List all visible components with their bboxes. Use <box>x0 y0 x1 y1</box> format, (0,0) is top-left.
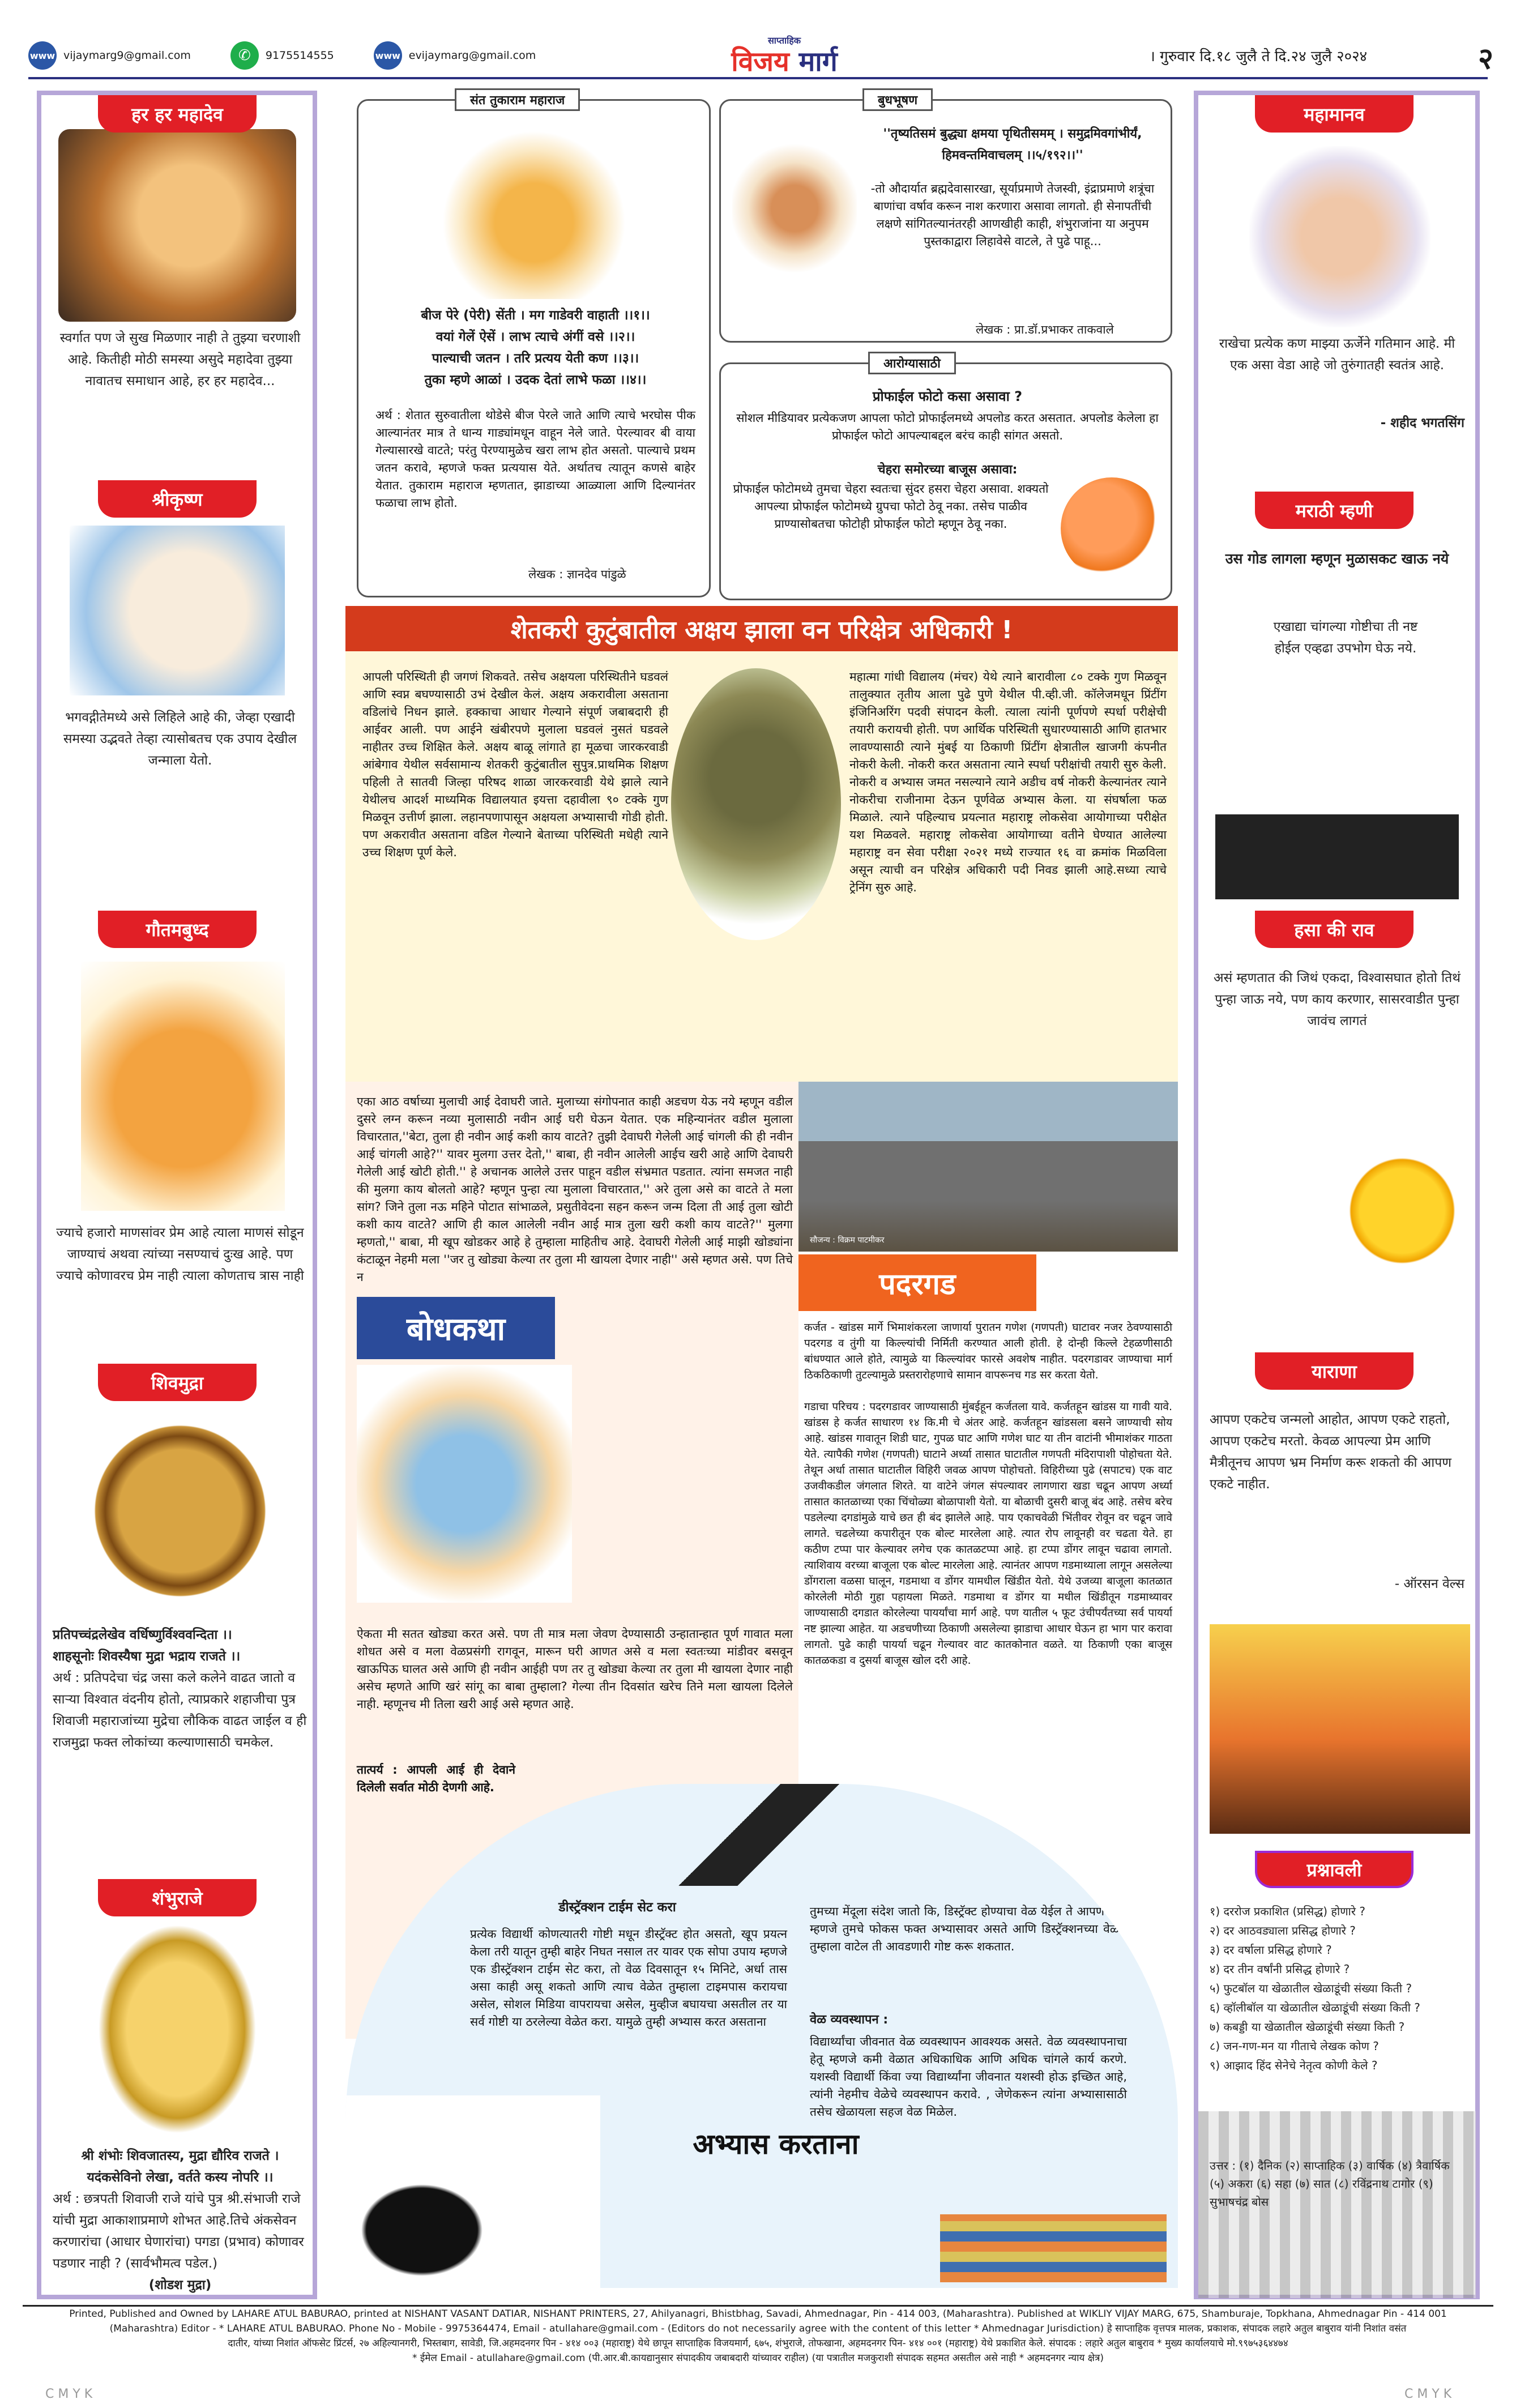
bodhkatha-para-2: ऐकता मी सतत खोड्या करत असे. पण ती मात्र मला जेवण देण्यासाठी उन्हातान्हात पूर्ण गावात मला शोधत असे व मला वेळप्रसंगी रागवून, मारून घरी आणत असे व मला स्वतःच्या मांडीवर बसवून खाऊपिऊ घालत असे आणि ही नवीन आईही पण तर तु खोड्या केल्या तर तुला मी खायला देणार नाही असेच म्हणते आणि खरं सांगू का बाबा तुम्हाला? गेल्या तीन दिवसांत खरेच तिने मला खायला दिलेले नाही. म्हणूनच मी तिला खरी आई असे म्हणत आहे. <box>357 1627 793 1711</box>
akshay-headline: शेतकरी कुटुंबातील अक्षय झाला वन परिक्षेत्र अधिकारी ! <box>345 606 1178 651</box>
budhbhushan-box <box>719 93 1172 343</box>
cmyk-marks-left: C M Y K <box>45 2387 93 2401</box>
imprint-line-2: (Maharashtra) Editor - * LAHARE ATUL BABURAO. Phone No - Mobile - 9975364474, Email - atullahare@gmail.com - (Editors do not necessarily agree with the content of this letter * Ahmednagar Jurisdiction) हे साप्ताहिक वृत्तपत्र मालक, प्रकाशक, संपादक लहारे अतुल बाबुराव यांनी निशांत वसंत <box>109 2323 1407 2334</box>
laughing-emoji-image <box>1340 1149 1464 1273</box>
bodhkatha-title: बोधकथा <box>357 1297 555 1359</box>
akshay-column-1: आपली परिस्थिती ही जगणं शिकवते. तसेच अक्षयला परिस्थितीने घडवलं आणि स्वप्न बघण्यासाठी उभं देखील केलं. अक्षय अकरावीला असताना वडिलांचे निधन झाले. हक्काचा आधार गेल्याने संपूर्ण जबाबदारी ही आईवर आली. पण आईने खंबीरपणे मुलाला घडवलं नुसतं घडवले नाहीतर उच्च शिक्षित केले. अक्षय बाळू लांगाते हा मूळचा जारकरवाडी आंबेगाव येथील सर्वसामान्य शेतकरी कुटुंबातील सुपुत्र.प्राथमिक शिक्षण पहिली ते सातवी जिल्हा परिषद शाळा जारकरवाडी येथे झाले त्याने येथीलच आदर्श माध्यमिक विद्यालयात इयत्ता दहावीला ९० टक्के गुण मिळवून उत्तीर्ण झाला. लहानपणापासून अक्षयला अभ्यासाची गोडी होती. पण अकरावीत असताना वडिल गेल्याने बेताच्या परिस्थिती मधेही त्याने उच्च शिक्षण पूर्ण केले. <box>362 670 668 859</box>
quiz-question: ८) जन-गण-मन या गीताचे लेखक कोण ? <box>1210 2039 1379 2053</box>
reading-child-image <box>345 2095 600 2288</box>
section-title-krishna: श्रीकृष्ण <box>98 480 257 518</box>
arogya-para-2: प्रोफाईल फोटोमध्ये तुमचा चेहरा स्वतःचा सुंदर हसरा चेहरा असावा. शक्यतो आपल्या प्रोफाईल फोटोमध्ये ग्रुपचा फोटो ठेवू नका. तसेच पाळीव प्राण्यासोबतचा फोटोही प्रोफाईल फोटो म्हणून ठेवू नका. <box>733 482 1049 531</box>
quiz-question: ४) दर तीन वर्षांनी प्रसिद्ध होणारे ? <box>1210 1962 1350 1976</box>
page-number: २ <box>1478 42 1494 76</box>
arogya-tag: आरोग्यासाठी <box>868 352 956 374</box>
sambhuraje-verse: श्री शंभोः शिवजातस्य, मुद्रा द्यौरिव राजते । यदंकसेविनो लेखा, वर्तते कस्य नोपरि ।। अर्थ : छत्रपती शिवाजी राजे यांचे पुत्र श्री.संभाजी राजे यांची मुद्रा आकाशाप्रमाणे शोभत आहे.तिचे अंकसेवन करणारांचा (आधार घेणारांचा) पगडा (प्रभाव) कोणावर पडणार नाही ? (सार्वभौमत्व पडेल.) (शोडश मुद्रा) <box>53 2149 304 2292</box>
quiz-question: ९) आझाद हिंद सेनेचे नेतृत्व कोणी केले ? <box>1210 2059 1378 2072</box>
abhyas-title: अभ्यास करताना <box>693 2128 859 2161</box>
contact-email-1 <box>28 41 191 70</box>
joke-text: असं म्हणतात की जिथं एकदा, विश्वासघात होतो तिथं पुन्हा जाऊ नये, पण काय करणार, सासरवाडीत पुन्हा जावंच लागतं <box>1214 971 1461 1028</box>
buddha-image <box>81 962 285 1211</box>
quiz-answers: उत्तर : (१) दैनिक (२) साप्ताहिक (३) वार्षिक (४) त्रैवार्षिक (५) अकरा (६) सहा (७) सात (८) रविंद्रनाथ टागोर (९) सुभाषचंद्र बोस <box>1210 2159 1450 2209</box>
imprint-line-4: * ईमेल Email - atullahare@gmail.com (पी.आर.बी.कायद्यानुसार संपादकीय जबाबदारी यांच्यावर राहील) (या पत्रातील मजकुराशी संपादक सहमत असतील असे नाही * अहमदनगर न्याय क्षेत्र) <box>412 2353 1104 2364</box>
section-title-shivmudra: शिवमुद्रा <box>98 1364 257 1401</box>
logo-subtitle: साप्ताहिक <box>767 35 801 46</box>
shivmudra-verse: प्रतिपच्चंद्रलेखेव वर्धिष्णुर्विश्ववन्दिता ।। शाहसूनोः शिवस्यैषा मुद्रा भद्राय राजते ।। अर्थ : प्रतिपदेचा चंद्र जसा कले कलेने वाढत जातो व साऱ्या विश्वात वंदनीय होतो, त्याप्रकारे शहाजीचा पुत्र शिवाजी महाराजांच्या मुद्रेचा लौकिक वाढत जाईल व ही राजमुद्रा फक्त लोकांच्या कल्याणासाठी चमकेल. <box>53 1628 307 1750</box>
akshay-article <box>345 606 1178 1082</box>
email-text[interactable]: evijaymarg@gmail.com <box>408 49 536 62</box>
imprint-line-3: दातीर, यांच्या निशांत ऑफसेट प्रिंटर्स, २७ अहिल्यानगरी, भिस्तबाग, सावेडी, जि.अहमदनगर पिन - ४१४ ००३ (महाराष्ट्र) येथे छापून साप्ताहिक विजयमार्ग, ६७५, शंभुराजे, तोफखाना, अहमदनगर पिन- ४१४ ००१ (महाराष्ट्र) येथे प्रकाशित केले. संपादक : लहारे अतुल बाबुराव * मुख्य कार्यालयाचे मो.९९७५३६४४७४ <box>228 2338 1288 2349</box>
logo-title: विजय मार्ग <box>731 46 838 78</box>
bhagat-singh-image <box>1249 146 1430 327</box>
section-title-quiz: प्रश्नावली <box>1255 1851 1413 1888</box>
arogya-heading: चेहरा समोरच्या बाजूस असावा: <box>877 463 1018 477</box>
padargad-title: पदरगड <box>798 1254 1036 1311</box>
arogya-para-1: सोशल मीडियावर प्रत्येकजण आपला फोटो प्रोफाईलमध्ये अपलोड करत असतात. अपलोड केलेला हा प्रोफाईल फोटो आपल्याबद्दल बरंच काही सांगत असतो. <box>736 411 1159 442</box>
section-title-mahamanav: महामानव <box>1255 95 1413 133</box>
abhyas-heading-1: डीस्ट्रॅक्शन टाईम सेट करा <box>558 1900 676 1915</box>
mahamanav-text: राखेचा प्रत्येक कण माझ्या ऊर्जेने गतिमान आहे. मी एक असा वेडा आहे जो तुरुंगातही स्वतंत्र आहे. <box>1219 336 1455 373</box>
arogya-box <box>719 357 1172 600</box>
shivmudra-seal-image <box>84 1415 276 1607</box>
budhbhushan-author: लेखक : प्रा.डॉ.प्रभाकर ताकवाले <box>976 323 1114 336</box>
quiz-question: ६) व्हॉलीबॉल या खेळातील खेळाडूंची संख्या किती ? <box>1210 2001 1420 2014</box>
budhbhushan-tag: बुधभूषण <box>862 88 933 111</box>
abhang-line: वयां गेलें ऐसें । लाभ त्याचे अंगीं वसे ।।२।। <box>435 330 635 344</box>
buddha-text: ज्याचे हजारो माणसांवर प्रेम आहे त्याला माणसं सोडून जाण्याचं अथवा त्यांच्या नसण्याचं दुःख आहे. पण ज्याचे कोणावरच प्रेम नाही त्याला कोणताच त्रास नाही <box>56 1226 304 1283</box>
akshay-column-2: महात्मा गांधी विद्यालय (मंचर) येथे त्याने बारावीला ८० टक्के गुण मिळवून तालुक्यात तृतीय आला पुढे पुणे येथील पी.व्ही.जी. कॉलेजमधून प्रिंटींग इंजिनिअरिंग पदवी संपादन केली. त्याला त्यांनी पूर्णपणे स्पर्धा परीक्षेची तयारी करायची होती. पण आर्थिक परिस्थिती सुधारण्यासाठी आणि हातभार लावण्यासाठी त्याने मुंबई या ठिकाणी प्रिंटींग क्षेत्रातील खाजगी कंपनीत नोकरी केली. नोकरी करत असताना त्याने स्पर्धा परीक्षांची तयारी सुरु केली. नोकरी व अभ्यास जमत नसल्याने त्याने अडीच वर्ष नोकरी केल्यानंतर त्याने नोकरीचा राजीनामा देऊन पूर्णवेळ अभ्यास केला. या संघर्षाला फळ मिळाले. त्याने पहिल्याच प्रयत्नात महाराष्ट्र लोकसेवा आयोगाच्या परीक्षेत यश मिळवले. महाराष्ट्र लोकसेवा आयोगाच्या वतीने घेण्यात आलेल्या महाराष्ट्र वन सेवा परीक्षा २०२१ मध्ये राज्यात १६ वा क्रमांक मिळविला असून त्याची वन परिक्षेत्र अधिकारी पदी निवड झाली आहे.सध्या त्याचे ट्रेनिंग सुरु आहे. <box>849 670 1167 894</box>
budhbhushan-image <box>732 140 857 276</box>
sambhuraje-seal-image <box>98 1924 257 2134</box>
friends-sunset-image <box>1210 1624 1470 1834</box>
padargad-details: गडाचा परिचय : पदरगडावर जाण्यासाठी मुंबईहून कर्जतला यावे. कर्जतहून खांडस या गावी यावे. खांडस हे कर्जत साधारण १४ कि.मी चे अंतर आहे. कर्जतहून खांडसला बसने जाण्याची सोय आहे. खांडस गावातून शिडी घाट, गुपळ घाट आणि गणेश घाट या तीन वाटांनी भीमाशंकर गाठता येते. त्यापैकी गणेश (गणपती) घाटाने अर्ध्या तासात घाटातील गणपती मंदिरापाशी पोहोचता येते. तेथून अर्धा तासात घाटातील विहिरी जवळ आपण पोहोचतो. विहिरीच्या पुढे (सपाटच) एक वाट उजवीकडील जंगलात शिरते. या वाटेने जंगल संपल्यावर लागणारा खडा चढून आपण अर्ध्या तासात कातळाच्या एका चिंचोळ्या बोळापाशी येतो. या बोळाची दुसरी बाजू बंद आहे. तसेच बरेच पडलेल्या दगडांमुळे याचे छत ही बंद झालेले आहे. पाय एकाचवेळी भिंतीवर रोवून वर चढून जावे लागते. चढलेच्या कपारीतून एक बोल्ट मारलेला आहे. त्यात रोप लावूनही वर चढता येते. हा कठीण टप्पा पार केल्यावर लगेच एक कातळटप्पा आहे. हा टप्पा डोंगर लावून चढावा लागतो. त्याशिवाय वरच्या बाजूला एक बोल्ट मारलेला आहे. त्यानंतर आपण गडमाथ्याला लागून असलेल्या डोंगराला वळसा घालून, गडमाथा व डोंगर यामधील खिंडीत येतो. येथे उजव्या बाजूला कातळात कोरलेली मोठी गुहा पहायला मिळते. गडमाथा व डोंगर या मधील खिंडीतून गडमाथ्यावर जाण्यासाठी दगडात कोरलेल्या पायर्यांचा मार्ग आहे. पण यातील ५ फूट उंचीपर्यंतच्या सर्व पायर्या नष्ट झाल्या आहेत. या अडचणीच्या ठिकाणी असलेल्या झाडाचा आधार घेऊन हा भाग पार करावा लागतो. पुढे काही पायर्या चढून गेल्यावर वाट कातकोनात वळते. या ठिकाणी एका बाजूस कातळकडा व दुसर्या बाजूस खोल दरी आहे. <box>804 1401 1172 1667</box>
abhang-line: पाल्याची जतन । तरि प्रत्यय येती कण ।।३।। <box>432 351 639 366</box>
contact-email-2 <box>374 41 536 70</box>
heart-check-icon <box>1061 477 1163 579</box>
abhyas-para-1: प्रत्येक विद्यार्थी कोणत्यातरी गोष्टी मधून डीस्ट्रॅक्ट होत असतो, खूप प्रयत्न केला तरी यातून तुम्ही बाहेर निघत नसाल तर यावर एक सोपा उपाय म्हणजे एक डीस्ट्रॅक्शन टाईम सेट करा, तो वेळ दिवसातून १५ मिनिटे, अर्धा तास असा काही असू शकतो आणि त्याच वेळेत तुम्हाला टाइमपास करायचा असेल, सोशल मिडिया वापरायचा असेल, मुव्हीज बघायचा असतील तर या सर्व गोष्टी या ठरलेल्या वेळेत करा. यामुळे तुम्ही अभ्यास करत असताना <box>470 1927 787 2029</box>
quiz-question: ७) कबड्डी या खेळातील खेळाडूंची संख्या किती ? <box>1210 2020 1405 2034</box>
quiz-questions <box>1210 1902 1464 2075</box>
abhyas-heading-2: वेळ व्यवस्थापन : <box>810 2013 889 2027</box>
bodhkatha-image <box>357 1365 572 1603</box>
tukaram-image <box>443 129 625 299</box>
proverb-meaning: एखाद्या चांगल्या गोष्टीचा ती नष्ट होईल एव्हढा उपभोग घेऊ नये. <box>1273 620 1418 656</box>
left-column <box>37 91 317 2299</box>
jumping-people-image <box>1215 729 1459 899</box>
globe-icon: www <box>374 41 402 70</box>
quiz-question: २) दर आठवड्याला प्रसिद्ध होणारे ? <box>1210 1924 1356 1937</box>
arogya-question: प्रोफाईल फोटो कसा असावा ? <box>872 388 1023 404</box>
globe-icon: www <box>28 41 57 70</box>
padargad-intro: कर्जत - खांडस मार्गे भिमाशंकरला जाणार्या पुरातन गणेश (गणपती) घाटावर नजर ठेवण्यासाठी पदरगड व तुंगी या किल्ल्यांची निर्मिती करण्यात आली होती. हे दोन्ही किल्ले टेहळणीसाठी बांधण्यात आले होते, त्यामुळे या किल्ल्यांवर फारसे अवशेष नाहीत. पदरगडावर जाण्याचा मार्ग ठिकठिकाणी तुटल्यामुळे प्रस्तरारोहणाचे सामान वापरूनच गड सर करता येतो. <box>804 1321 1172 1381</box>
padargad-fort-image <box>798 1082 1178 1252</box>
tukaram-abhang <box>370 305 701 391</box>
tukaram-author: लेखक : ज्ञानदेव पांडुळे <box>528 567 626 581</box>
email-text[interactable]: vijaymarg9@gmail.com <box>63 49 191 62</box>
quiz-question: ५) फुटबॉल या खेळातील खेळाडूंची संख्या किती ? <box>1210 1982 1412 1995</box>
akshay-photo <box>671 668 841 940</box>
section-title-mahadev: हर हर महादेव <box>98 95 257 133</box>
krishna-text: भगवद्गीतेमध्ये असे लिहिले आहे की, जेव्हा एखादी समस्या उद्भवते तेव्हा त्यासोबतच एक उपाय देखील जन्माला येतो. <box>63 710 297 768</box>
right-column <box>1194 91 1480 2299</box>
budhbhushan-text: -तो औदार्यात ब्रह्मदेवासारखा, सूर्याप्रमाणे तेजस्वी, इंद्राप्रमाणे शत्रूंचा बाणांचा वर्षाव करून नाश करणारा असावा लागतो. ही सेनापतींची लक्षणे सांगितल्यानंतरही आणखीही काही, शंभुराजांना या अनुपम पुस्तकाद्वारा लिहावेसे वाटले, ते पुढे पाहू... <box>870 182 1155 248</box>
proverb-text: उस गोड लागला म्हणून मुळासकट खाऊ नये <box>1225 550 1449 567</box>
whatsapp-icon: ✆ <box>230 41 259 70</box>
tukaram-box <box>357 93 711 597</box>
budhbhushan-verse: ''तृष्यतिसमं बुद्ध्या क्षमया पृथितीसमम् । समुद्रमिवगांभीर्यं, हिमवन्तमिवाचलम् ।।५/१९२।।'' <box>883 127 1142 163</box>
abhang-line: तुका म्हणे आळां । उदक देतां लाभे फळा ।।४।। <box>424 373 647 387</box>
section-title-yarana: याराणा <box>1255 1352 1413 1390</box>
mahadev-image <box>58 129 296 322</box>
phone-text[interactable]: 9175514555 <box>265 49 334 62</box>
section-title-buddha: गौतमबुध्द <box>98 911 257 948</box>
bodhkatha-moral: तात्पर्य : आपली आई ही देवाने दिलेली सर्वात मोठी देणगी आहे. <box>357 1763 515 1794</box>
school-house-image <box>663 1784 855 1886</box>
section-title-sambhuraje: शंभुराजे <box>98 1879 257 1916</box>
newspaper-logo <box>699 34 869 77</box>
quiz-question: ३) दर वर्षाला प्रसिद्ध होणारे ? <box>1210 1943 1332 1957</box>
mahadev-text: स्वर्गात पण जे सुख मिळणार नाही ते तुझ्या चरणाशी आहे. कितीही मोठी समस्या असुदे महादेवा तुझ्या नावातच समाधान आहे, हर हर महादेव... <box>59 331 301 388</box>
quiz-question: १) दररोज प्रकाशित (प्रसिद्ध) होणारे ? <box>1210 1905 1365 1918</box>
section-title-hasa-ki-rao: हसा की राव <box>1255 911 1413 948</box>
issue-date: । गुरुवार दि.१८ जुलै ते दि.२४ जुलै २०२४ <box>1150 48 1368 65</box>
abhyas-para-2: तुमच्या मेंदूला संदेश जातो कि, डिस्ट्रॅक्ट होण्याचा वेळ येईल ते आपण करू म्हणजे तुमचे फोकस फक्त अभ्यासावर असते आणि डिस्ट्रॅक्शनच्या वेळेस तुम्हाला वाटेल ती आवडणारी गोष्ट करू शकतात. <box>810 1905 1127 1953</box>
masthead <box>28 34 1494 79</box>
yarana-text: आपण एकटेच जन्मलो आहोत, आपण एकटे राहतो, आपण एकटेच मरतो. केवळ आपल्या प्रेम आणि मैत्रीतूनच आपण भ्रम निर्माण करू शकतो की आपण एकटे नाहीत. <box>1210 1412 1451 1492</box>
bodhkatha-para-1: एका आठ वर्षाच्या मुलाची आई देवाघरी जाते. मुलाच्या संगोपनात काही अडचण येऊ नये म्हणून वडील दुसरे लग्न करून नव्या मुलासाठी नवीन आई घरी घेऊन येतात. एक महिन्यानंतर वडील मुलाला विचारतात,''बेटा, तुला ही नवीन आई कशी काय वाटते? तुझी देवाघरी गेलेली आई चांगली की ही नवीन आई चांगली आहे?'' यावर मुलगा उत्तर देतो,'' बाबा, ही नवीन आलेली आईच खरी आहे आणि देवाघरी गेलेली आई खोटी होती.'' हे अचानक आलेले उत्तर पाहून वडील संभ्रमात पडतात. त्यांना समजत नाही की मुलगा काय बोलतो आहे? म्हणून पुन्हा त्या मुलाला विचारतात,'' अरे तुला असे का वाटते ते मला सांग? जिने तुला नऊ महिने पोटात सांभाळले, प्रसुतीवेदना सहन करून जन्म दिला ती आई तुला खोटी कशी काय वाटते? आणि ही काल आलेली नवीन आई मात्र तुला खरी कशी काय वाटते?'' मुलगा म्हणतो,'' बाबा, मी खूप खोडकर आहे हे तुम्हाला माहितीच आहे. देवाघरी गेलेली आई माझी खोड्यांना कंटाळून नेहमी मला ''जर तु खोड्या केल्या तर तुला मी खायला देणार नाही'' असे म्हणत असे. पण तिचे न <box>357 1095 793 1284</box>
contact-phone <box>230 41 334 70</box>
mahamanav-author: - शहीद भगतसिंग <box>1380 416 1464 430</box>
padargad-photo-credit: सौजन्य : विक्रम पाटमीकर <box>810 1236 885 1245</box>
books-stack-image <box>940 2214 1167 2282</box>
abhang-line: बीज पेरे (पेरी) सेंती । मग गाडेवरी वाहाती ।।१।। <box>421 308 650 323</box>
krishna-image <box>70 526 285 695</box>
tukaram-meaning: अर्थ : शेतात सुरुवातीला थोडेसे बीज पेरले जाते आणि त्याचे भरघोस पीक आल्यानंतर मात्र ते धान्य गाड्यांमधून वाहून नेले जाते. पेरल्यावर बी वाया गेल्यासारखे वाटते; परंतु पेरण्यामुळेच खरा लाभ होत असतो. पाल्याचे प्रथम जतन करावे, म्हणजे फक्त प्रत्ययास येते. अर्थातच त्यातून कणसे बाहेर येतात. तुकाराम महाराज म्हणतात, झाडाच्या आळ्याला आणि दिल्यानंतर फळाचा लाभ होतो. <box>375 408 695 510</box>
yarana-author: - ऑरसन वेल्स <box>1394 1577 1464 1591</box>
imprint-footer <box>23 2305 1493 2373</box>
cmyk-marks-right: C M Y K <box>1404 2387 1452 2401</box>
section-title-marathi-mhani: मराठी म्हणी <box>1255 492 1413 529</box>
abhyas-para-3: विद्यार्थ्यांचा जीवनात वेळ व्यवस्थापन आवश्यक असते. वेळ व्यवस्थापनाचा हेतू म्हणजे कमी वेळात अधिकाधिक आणि अधिक चांगले कार्य करणे. यशस्वी विद्यार्थी किंवा ज्या विद्यार्थ्यांना जीवनात यशस्वी होऊ इच्छित आहे, त्यांनी नेहमीच वेळेचे व्यवस्थापन करावे. , जेणेकरून त्यांना अभ्यासासाठी तसेच खेळायला सहज वेळ मिळेल. <box>810 2035 1127 2119</box>
tukaram-tag: संत तुकाराम महाराज <box>455 88 580 111</box>
imprint-line-1: Printed, Published and Owned by LAHARE ATUL BABURAO, printed at NISHANT VASANT DATIAR, NISHANT PRINTERS, 27, Ahilyanagri, Bhistbhag, Savadi, Ahmednagar, Pin - 414 003, (Maharashtra). Published at WIKLIY VIJAY MARG, 675, Shamburaje, Topkhana, Ahmednagar Pin - 414 001 <box>69 2308 1447 2320</box>
